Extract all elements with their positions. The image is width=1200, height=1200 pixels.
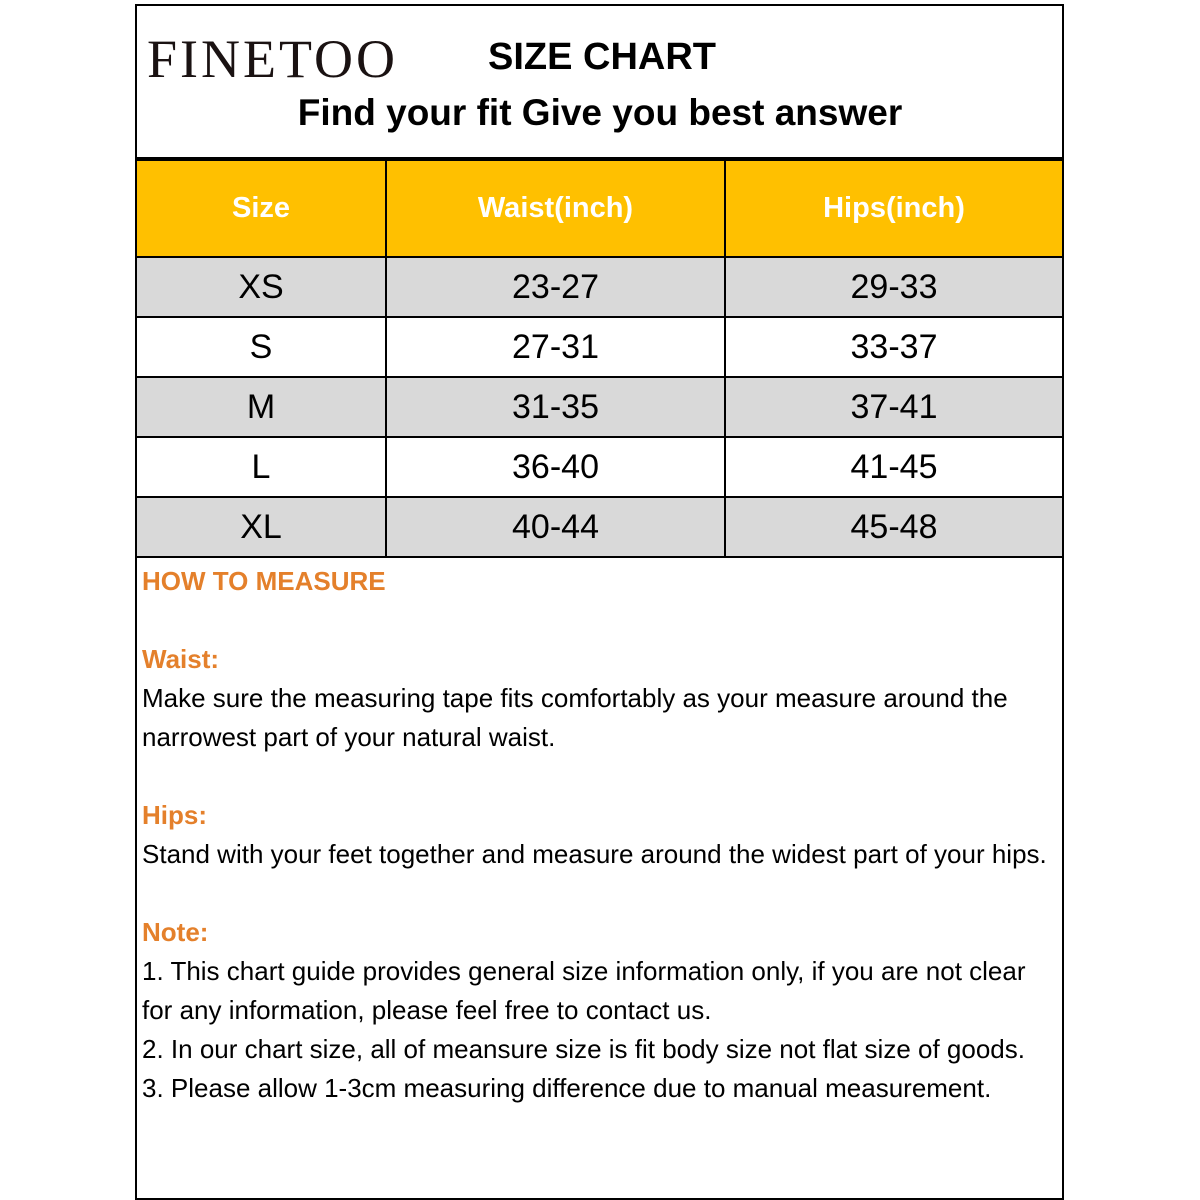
column-header-waist: Waist(inch) xyxy=(386,160,725,257)
waist-cell: 36-40 xyxy=(386,437,725,497)
hips-cell: 33-37 xyxy=(725,317,1062,377)
hips-cell: 37-41 xyxy=(725,377,1062,437)
waist-cell: 40-44 xyxy=(386,497,725,557)
chart-header xyxy=(137,6,1062,159)
waist-cell: 23-27 xyxy=(386,257,725,317)
waist-cell: 27-31 xyxy=(386,317,725,377)
table-row xyxy=(137,437,1062,497)
waist-label: Waist: xyxy=(142,644,220,674)
hips-text: Stand with your feet together and measure around the widest part of your hips. xyxy=(142,839,1047,869)
size-cell: XS xyxy=(137,257,386,317)
how-to-measure-heading: HOW TO MEASURE xyxy=(142,566,386,596)
chart-title: SIZE CHART xyxy=(488,36,716,78)
table-row xyxy=(137,257,1062,317)
waist-text: Make sure the measuring tape fits comfortably as your measure around the narrowest part of your natural waist. xyxy=(142,683,1008,752)
waist-cell: 31-35 xyxy=(386,377,725,437)
size-cell: XL xyxy=(137,497,386,557)
size-cell: M xyxy=(137,377,386,437)
size-cell: L xyxy=(137,437,386,497)
size-cell: S xyxy=(137,317,386,377)
column-header-hips: Hips(inch) xyxy=(725,160,1062,257)
note-item: 1. This chart guide provides general size information only, if you are not clear for any information, please feel free to contact us. xyxy=(142,956,1026,1025)
table-row xyxy=(137,497,1062,557)
note-item: 2. In our chart size, all of meansure size is fit body size not flat size of goods. xyxy=(142,1034,1025,1064)
table-row xyxy=(137,377,1062,437)
hips-cell: 29-33 xyxy=(725,257,1062,317)
measure-instructions xyxy=(142,562,1057,1108)
chart-subtitle: Find your fit Give you best answer xyxy=(297,92,903,133)
note-label: Note: xyxy=(142,917,209,947)
column-header-size: Size xyxy=(137,160,386,257)
table-row xyxy=(137,317,1062,377)
note-item: 3. Please allow 1-3cm measuring difference due to manual measurement. xyxy=(142,1073,992,1103)
size-table xyxy=(137,159,1062,558)
hips-label: Hips: xyxy=(142,800,207,830)
size-chart xyxy=(135,4,1064,1200)
table-header-row xyxy=(137,160,1062,257)
hips-cell: 45-48 xyxy=(725,497,1062,557)
brand-logo: FINETOO xyxy=(147,29,399,89)
hips-cell: 41-45 xyxy=(725,437,1062,497)
